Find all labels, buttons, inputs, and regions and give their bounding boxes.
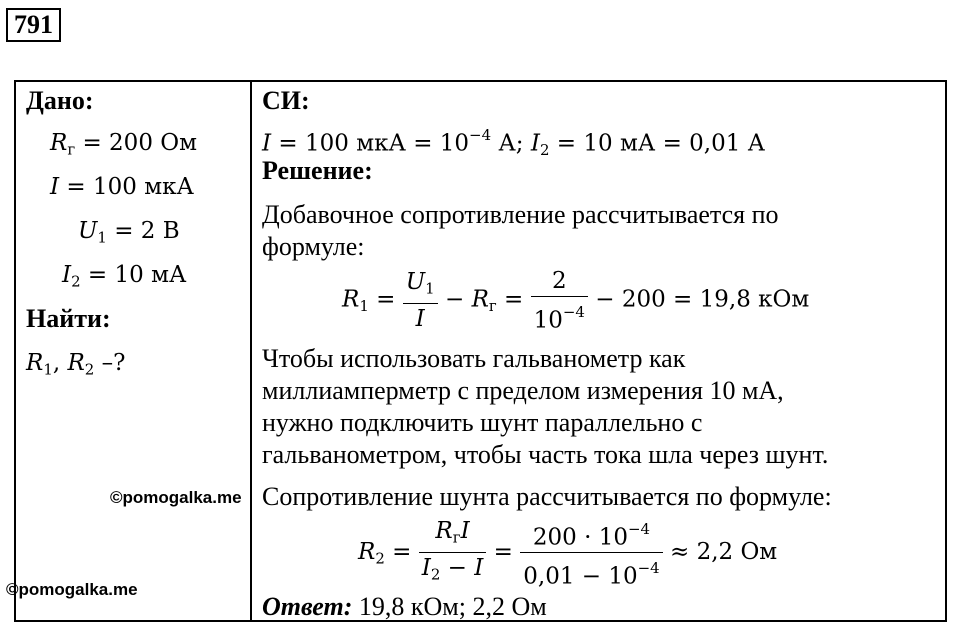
solution-text-line-1: Добавочное сопротивление рассчитывается по <box>262 200 779 229</box>
find-heading: Найти: <box>26 304 111 333</box>
formula-r1: $R_1$ = $\frac{U_1}{I}$ − $R_г$ = $\frac{2}{10^{-4}}$ − 200 = 19,8 кОм <box>342 268 810 334</box>
solution-text-line-2: формуле: <box>262 232 365 261</box>
watermark: ©pomogalka.me <box>110 488 242 507</box>
solution-heading: Решение: <box>262 156 373 185</box>
answer-line <box>262 592 547 622</box>
find-line: $R_1$, $R_2$ –? <box>26 350 126 379</box>
given-line-i: I = 100 мкА <box>50 174 194 200</box>
solution-column <box>252 82 945 620</box>
problem-number: 791 <box>6 8 61 42</box>
solution-text-line-3: Чтобы использовать гальванометр как <box>262 344 686 373</box>
answer-label: Ответ: <box>262 592 353 621</box>
solution-text-line-5: нужно подключить шунт параллельно с <box>262 408 703 437</box>
given-column <box>16 82 250 620</box>
task-table <box>14 80 947 622</box>
si-heading: СИ: <box>262 86 310 115</box>
formula-r2: $R_2$ = $\frac{R_гI}{I_2 - I}$ = $\frac{200 \cdot 10^{-4}}{0,01 - 10^{-4}}$ ≈ 2,2 Ом <box>358 514 777 592</box>
si-line: I = 100 мкА = $10^{-4}$ А; $I_2 = 10$ мА = 0,01 А <box>262 126 766 159</box>
answer-value: 19,8 кОм; 2,2 Ом <box>358 592 547 621</box>
solution-text-line-6: гальванометром, чтобы часть тока шла через шунт. <box>262 440 829 469</box>
given-heading: Дано: <box>26 86 94 115</box>
given-line-rg: $R_г = 200$ Ом <box>50 130 198 159</box>
given-line-u1: $U_1 = 2$ В <box>78 218 180 247</box>
given-line-i2: $I_2 = 10$ мА <box>62 262 187 291</box>
watermark-bottom: ©pomogalka.me <box>6 580 138 599</box>
solution-text-line-4: миллиамперметр с пределом измерения 10 мА, <box>262 376 784 405</box>
solution-text-line-7: Сопротивление шунта рассчитывается по формуле: <box>262 482 832 511</box>
